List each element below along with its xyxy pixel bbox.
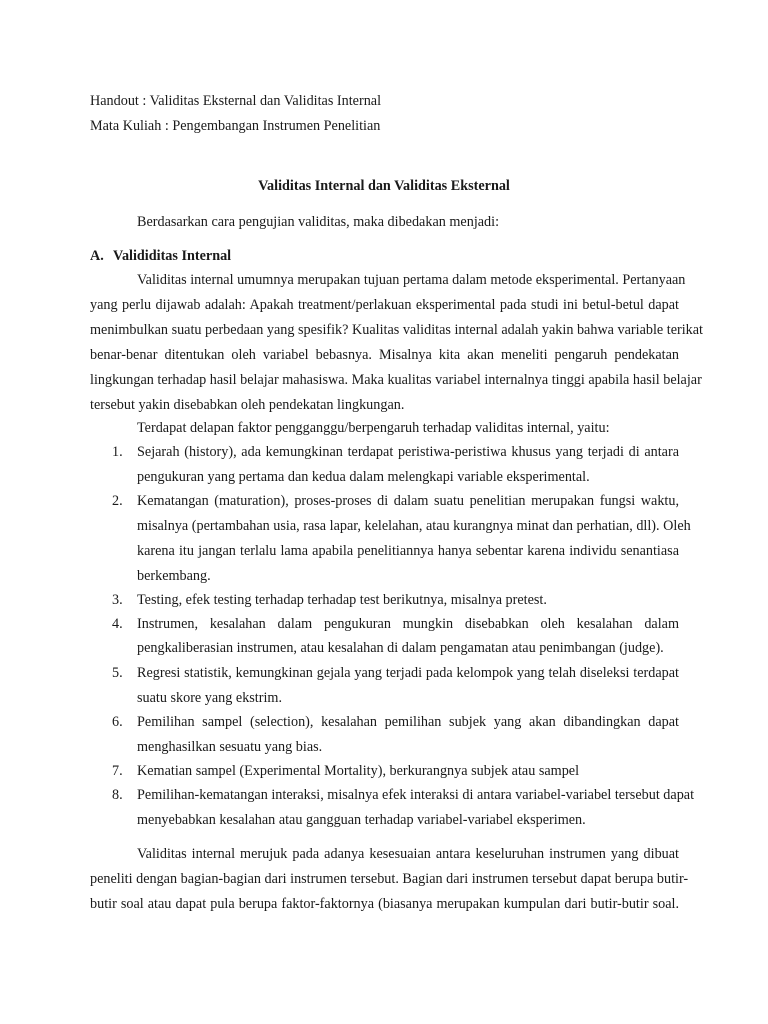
list-item-text: Pemilihan-kematangan interaksi, misalnya efek interaksi di antara variabel-variabel tersebut dapat	[137, 787, 695, 803]
list-item-number: 3.	[112, 592, 123, 608]
para1-line: menimbulkan suatu perbedaan yang spesifik? Kualitas validitas internal adalah yakin bahwa variable terikat	[90, 322, 703, 338]
list-item-text: Pemilihan sampel (selection), kesalahan pemilihan subjek yang akan dibandingkan dapat	[137, 714, 679, 730]
para1-line: benar-benar ditentukan oleh variabel bebasnya. Misalnya kita akan meneliti pengaruh pendekatan	[90, 347, 679, 363]
list-item-text: Kematian sampel (Experimental Mortality), berkurangnya subjek atau sampel	[137, 763, 580, 779]
para1-line: Validitas internal umumnya merupakan tujuan pertama dalam metode eksperimental. Pertanyaan	[137, 272, 686, 288]
list-item-text: Testing, efek testing terhadap terhadap test berikutnya, misalnya pretest.	[137, 592, 547, 608]
list-item-text: Sejarah (history), ada kemungkinan terdapat peristiwa-peristiwa khusus yang terjadi di antara	[137, 444, 679, 460]
para1-line: yang perlu dijawab adalah: Apakah treatment/perlakuan eksperimental pada studi ini betul-betul dapat	[90, 297, 679, 313]
course-line: Mata Kuliah : Pengembangan Instrumen Penelitian	[90, 118, 381, 134]
list-item-text: Regresi statistik, kemungkinan gejala yang terjadi pada kelompok yang telah diseleksi terdapat	[137, 665, 679, 681]
handout-line: Handout : Validitas Eksternal dan Validitas Internal	[90, 93, 382, 109]
list-item-text: berkembang.	[137, 568, 211, 584]
section-a-marker: A.	[90, 248, 104, 264]
list-item-text: pengukuran yang pertama dan kedua dalam melengkapi variable eksperimental.	[137, 469, 590, 485]
list-item-text: pengkaliberasian instrumen, atau kesalahan di dalam pengamatan atau penimbangan (judge).	[137, 640, 664, 656]
section-a-heading: Valididitas Internal	[113, 248, 232, 264]
list-item-text: Instrumen, kesalahan dalam pengukuran mungkin disebabkan oleh kesalahan dalam	[137, 616, 679, 632]
list-item-number: 7.	[112, 763, 123, 779]
list-item-text: karena itu jangan terlalu lama apabila penelitiannya hanya sebentar karena individu senantiasa	[137, 543, 679, 559]
para1-line: lingkungan terhadap hasil belajar mahasiswa. Maka kualitas variabel internalnya tinggi apabila hasil belajar	[90, 372, 702, 388]
para2-line: peneliti dengan bagian-bagian dari instrumen tersebut. Bagian dari instrumen tersebut dapat berupa butir-	[90, 871, 689, 887]
list-item-number: 1.	[112, 444, 123, 460]
intro-paragraph: Berdasarkan cara pengujian validitas, maka dibedakan menjadi:	[137, 214, 500, 230]
list-item-text: Kematangan (maturation), proses-proses di dalam suatu penelitian merupakan fungsi waktu,	[137, 493, 679, 509]
list-item-text: misalnya (pertambahan usia, rasa lapar, kelelahan, atau kurangnya minat dan perhatian, dll). Oleh	[137, 518, 691, 534]
list-item-number: 4.	[112, 616, 123, 632]
para2-line: butir soal atau dapat pula berupa faktor-faktornya (biasanya merupakan kumpulan dari butir-butir soal.	[90, 896, 679, 912]
list-item-number: 6.	[112, 714, 123, 730]
list-item-number: 5.	[112, 665, 123, 681]
list-item-text: menyebabkan kesalahan atau gangguan terhadap variabel-variabel eksperimen.	[137, 812, 586, 828]
list-item-text: suatu skore yang ekstrim.	[137, 690, 282, 706]
list-item-number: 8.	[112, 787, 123, 803]
list-item-number: 2.	[112, 493, 123, 509]
para1-line: tersebut yakin disebabkan oleh pendekatan lingkungan.	[90, 397, 405, 413]
document-title: Validitas Internal dan Validitas Eksternal	[258, 178, 510, 194]
factors-intro: Terdapat delapan faktor pengganggu/berpengaruh terhadap validitas internal, yaitu:	[137, 420, 610, 436]
para2-line: Validitas internal merujuk pada adanya kesesuaian antara keseluruhan instrumen yang dibuat	[137, 846, 679, 862]
list-item-text: menghasilkan sesuatu yang bias.	[137, 739, 323, 755]
